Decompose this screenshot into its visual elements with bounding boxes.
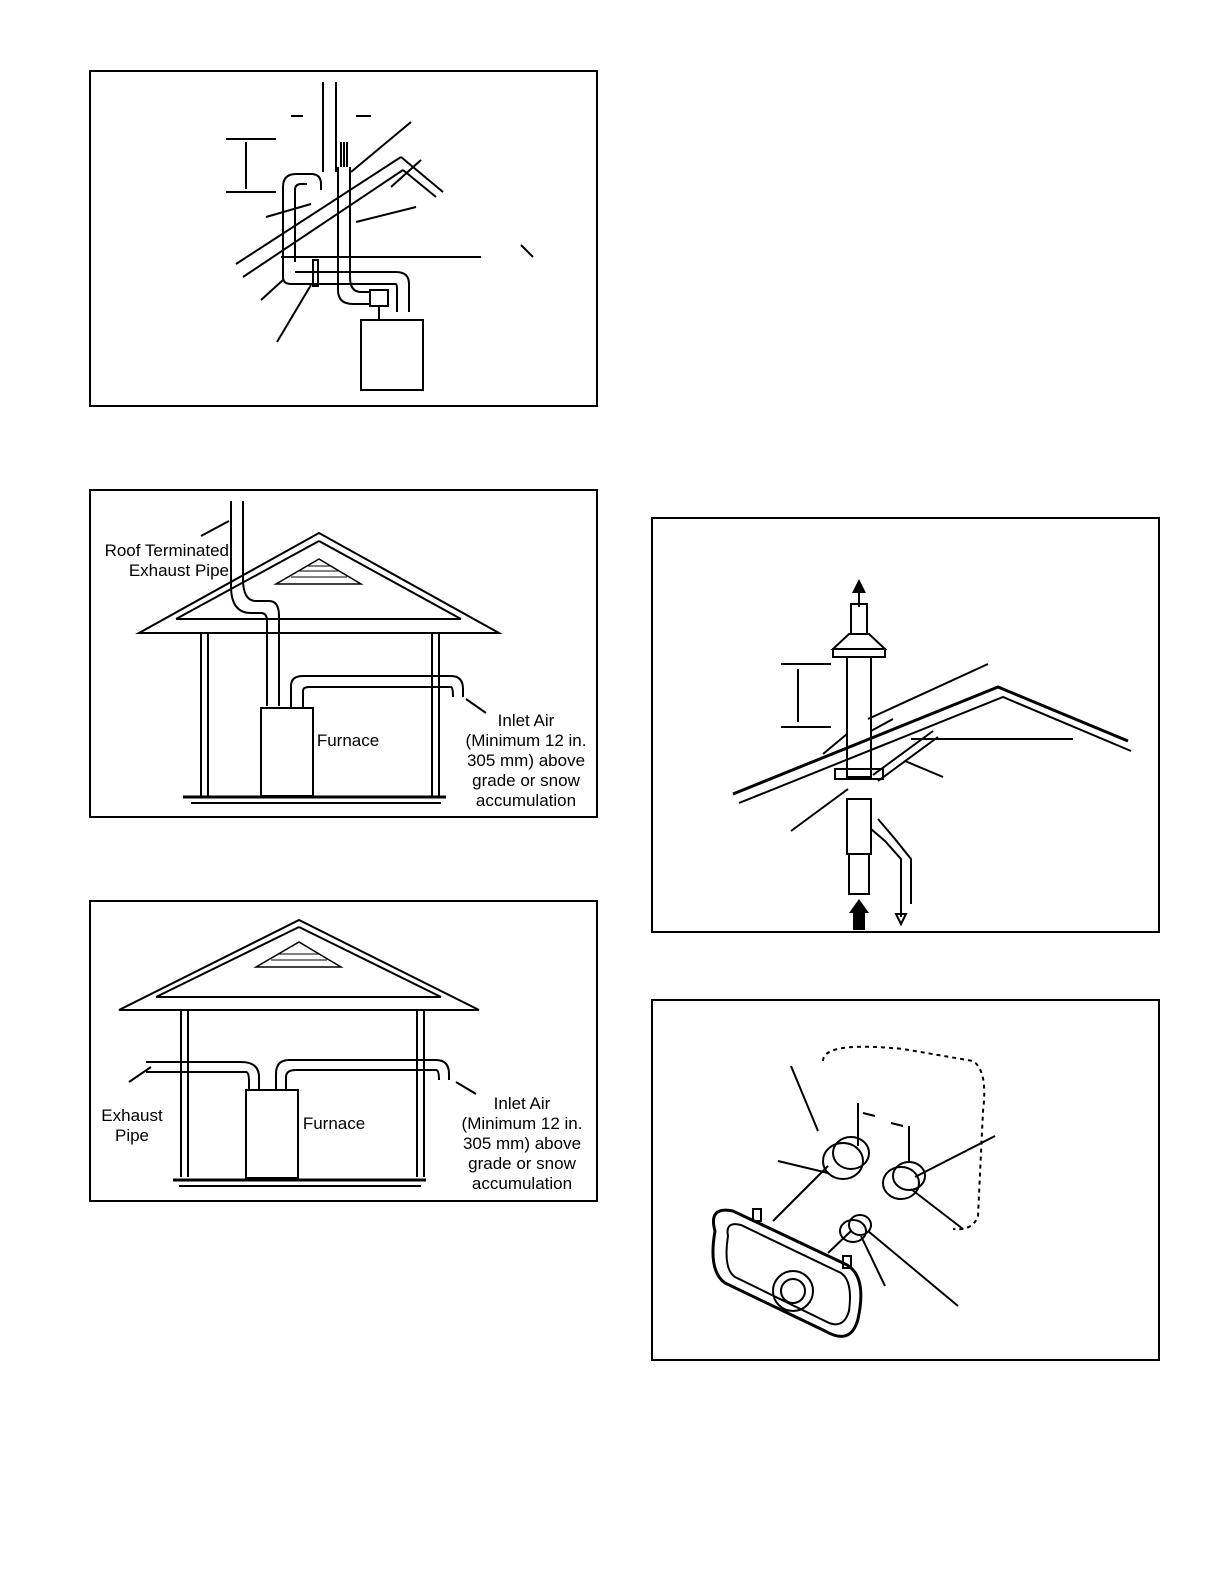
- vent-kit-drawing: [653, 1001, 1158, 1359]
- furnace-label: Furnace: [302, 1114, 366, 1133]
- figure-roof-terminated-exhaust: [89, 489, 598, 818]
- inlet-air-label: Inlet Air (Minimum 12 in. 305 mm) above grade or snow accumulation: [465, 711, 587, 810]
- figure-sidewall-vent-kit: [651, 999, 1160, 1361]
- figure-roof-vent-detail: [89, 70, 598, 407]
- figure-concentric-roof-vent: [651, 517, 1160, 933]
- inlet-air-label: Inlet Air (Minimum 12 in. 305 mm) above grade or snow accumulation: [461, 1094, 583, 1193]
- figure-sidewall-exhaust: [89, 900, 598, 1202]
- furnace-label: Furnace: [316, 731, 380, 750]
- concentric-vent-drawing: [653, 519, 1158, 931]
- exhaust-pipe-label: Exhaust Pipe: [101, 1106, 163, 1145]
- roof-vent-detail-drawing: [91, 72, 596, 405]
- exhaust-pipe-label: Roof Terminated Exhaust Pipe: [104, 541, 229, 580]
